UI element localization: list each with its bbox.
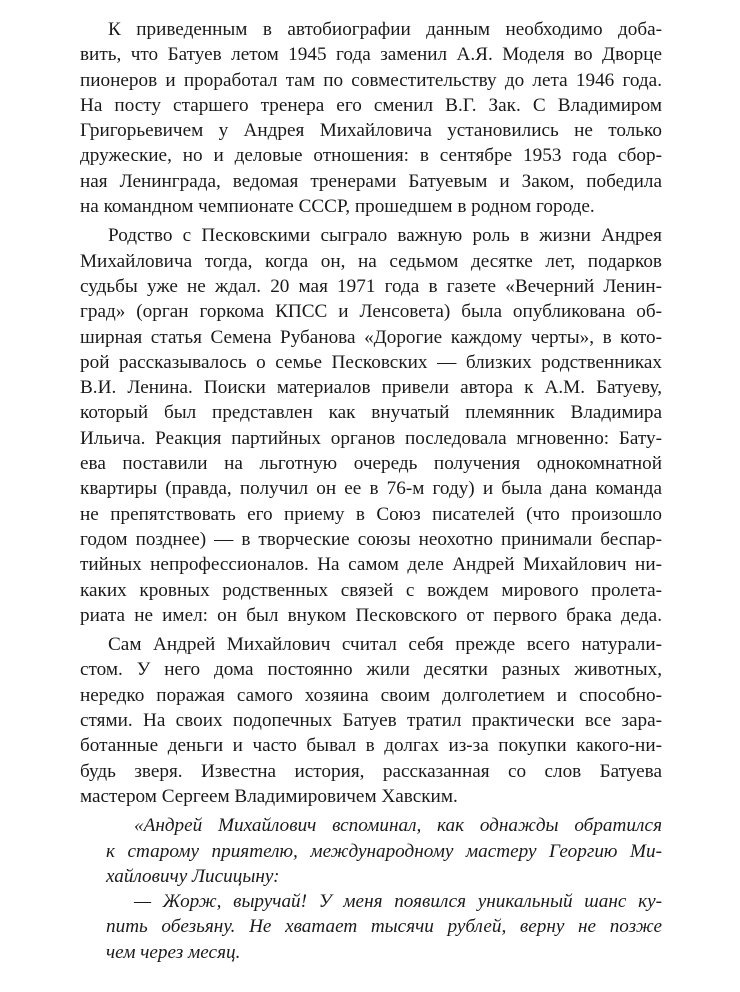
book-page bbox=[80, 17, 662, 965]
text-line: рой рассказывалось о семье Песковских — близких родственниках bbox=[80, 351, 662, 373]
text-line: Сам Андрей Михайлович считал себя прежде всего натурали- bbox=[108, 634, 662, 656]
text-line: ная Ленинграда, ведомая тренерами Батуевым и Заком, победила bbox=[80, 170, 662, 192]
text-line: каких кровных родственных связей с вождем мирового пролета- bbox=[80, 579, 662, 601]
text-line: ева поставили на льготную очередь получения однокомнатной bbox=[80, 453, 662, 475]
text-line: судьбы уже не ждал. 20 мая 1971 года в газете «Вечерний Ленин- bbox=[80, 275, 662, 297]
text-line: К приведенным в автобиографии данным необходимо доба- bbox=[108, 19, 662, 40]
text-line: мастером Сергеем Владимировичем Хавским. bbox=[80, 785, 458, 807]
text-line: стями. На своих подопечных Батуев тратил практически все зара- bbox=[80, 710, 662, 732]
text-line: на командном чемпионате СССР, прошедшем в родном городе. bbox=[80, 196, 595, 218]
text-line: будь зверя. Известна история, рассказанная со слов Батуева bbox=[80, 760, 662, 782]
text-line: град» (орган горкома КПСС и Ленсовета) была опубликована об- bbox=[80, 301, 662, 323]
text-line: ширная статья Семена Рубанова «Дорогие каждому черты», в кото- bbox=[80, 326, 662, 348]
text-line: В.И. Ленина. Поиски материалов привели автора к А.М. Батуеву, bbox=[80, 377, 662, 399]
text-line: вить, что Батуев летом 1945 года заменил А.Я. Моделя во Дворце bbox=[80, 44, 662, 66]
quote-block bbox=[80, 813, 662, 965]
paragraph-1 bbox=[80, 17, 662, 219]
text-line: который был представлен как внучатый племянник Владимира bbox=[80, 402, 662, 424]
text-line: Родство с Песковскими сыграло важную роль в жизни Андрея bbox=[108, 225, 662, 247]
text-line: Григорьевичем у Андрея Михайловича установились не только bbox=[80, 120, 662, 142]
text-line: риата не имел: он был внуком Песковского от первого брака деда. bbox=[80, 604, 662, 626]
text-line: к старому приятелю, международному мастеру Георгию Ми- bbox=[106, 840, 662, 862]
text-line: На посту старшего тренера его сменил В.Г. Зак. С Владимиром bbox=[80, 94, 662, 116]
text-line: хайловичу Лисицыну: bbox=[106, 865, 280, 887]
quote-paragraph-2 bbox=[80, 889, 662, 965]
text-line: не препятствовать его приему в Союз писателей (что произошло bbox=[80, 503, 662, 525]
text-line: годом позднее) — в творческие союзы неохотно принимали беспар- bbox=[80, 528, 662, 550]
text-line: чем через месяц. bbox=[106, 941, 241, 963]
text-line: пить обезьяну. Не хватает тысячи рублей, верну не позже bbox=[106, 916, 662, 938]
text-line: квартиры (правда, получил он ее в 76-м году) и была дана команда bbox=[80, 478, 662, 500]
text-line: дружеские, но и деловые отношения: в сентябре 1953 года сбор- bbox=[80, 145, 662, 167]
text-line: — Жорж, выручай! У меня появился уникальный шанс ку- bbox=[134, 891, 662, 913]
text-line: Михайловича тогда, когда он, на седьмом десятке лет, подарков bbox=[80, 250, 662, 272]
text-line: тийных непрофессионалов. На самом деле Андрей Михайлович ни- bbox=[80, 554, 662, 576]
text-line: нередко поражая самого хозяина своим долголетием и способно- bbox=[80, 684, 662, 706]
quote-paragraph-1 bbox=[80, 813, 662, 889]
text-line: ботанные деньги и часто бывал в долгах из-за покупки какого-ни- bbox=[80, 735, 662, 757]
paragraph-3 bbox=[80, 632, 662, 809]
text-line: пионеров и проработал там по совместительству до лета 1946 года. bbox=[80, 69, 662, 91]
text-line: «Андрей Михайлович вспоминал, как однажды обратился bbox=[134, 815, 662, 837]
text-line: Ильича. Реакция партийных органов последовала мгновенно: Бату- bbox=[80, 427, 662, 449]
paragraph-2 bbox=[80, 223, 662, 628]
text-line: стом. У него дома постоянно жили десятки разных животных, bbox=[80, 659, 662, 681]
